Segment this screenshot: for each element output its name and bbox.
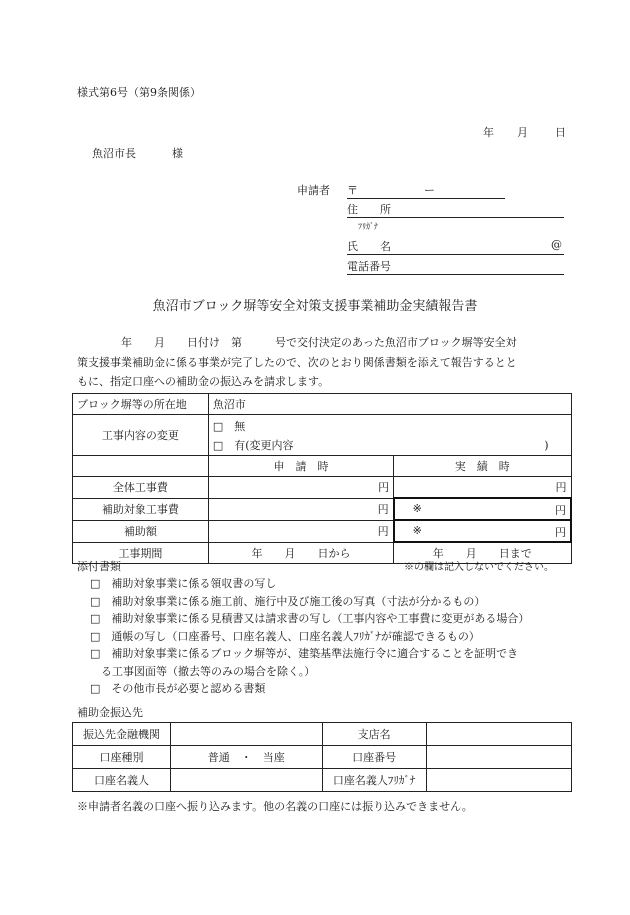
form-number: 様式第6号（第9条関係） <box>77 86 201 99</box>
eligible-cost-row <box>73 498 572 520</box>
institution-value[interactable] <box>170 723 322 746</box>
eligible-cost-label: 補助対象工事費 <box>73 498 209 520</box>
attachment-photos[interactable]: □ 補助対象事業に係る施工前、施行中及び施工後の写真（寸法が分かるもの） <box>90 594 486 608</box>
body-line-3: もに、指定口座への補助金の振込みを請求します。 <box>77 375 330 388</box>
date-day: 日 <box>555 126 566 139</box>
date-month: 月 <box>517 126 528 139</box>
period-to[interactable]: 年 月 日まで <box>394 542 571 564</box>
bank-row-3 <box>73 769 572 792</box>
attachment-estimate[interactable]: □ 補助対象事業に係る見積書又は請求書の写し（工事内容や工事費に変更がある場合） <box>90 612 530 625</box>
account-number-value[interactable] <box>426 746 571 769</box>
subsidy-actual-unit: 円 <box>555 526 566 539</box>
subsidy-label: 補助額 <box>73 520 209 542</box>
attachment-list <box>90 575 529 698</box>
office-use-note: ※の欄は記入しないでください。 <box>404 562 554 573</box>
bank-footer-note: ※申請者名義の口座へ振り込みます。他の名義の口座には振り込みできません。 <box>77 800 473 813</box>
bank-row-1 <box>73 723 572 746</box>
account-holder-kana-label: 口座名義人ﾌﾘｶﾞﾅ <box>322 769 426 792</box>
date-year: 年 <box>483 126 494 139</box>
body-line-1: 年 月 日付け 第 号で交付決定のあった魚沼市ブロック塀等安全対 <box>77 336 517 349</box>
address-field: 住 所 <box>347 201 564 218</box>
location-value[interactable]: 魚沼市 <box>208 394 571 415</box>
account-type-value[interactable]: 普通 ・ 当座 <box>170 746 322 769</box>
account-holder-label: 口座名義人 <box>73 769 171 792</box>
column-header-row <box>73 456 572 477</box>
col-applied-header: 申 請 時 <box>208 456 393 477</box>
branch-value[interactable] <box>426 723 571 746</box>
total-cost-row <box>73 477 572 499</box>
furigana-label: ﾌﾘｶﾞﾅ <box>358 222 378 231</box>
bank-table <box>72 722 572 792</box>
subsidy-row <box>73 520 572 542</box>
name-field: 氏 名 <box>347 238 564 255</box>
postal-field: 〒 ー <box>347 182 505 199</box>
change-label: 工事内容の変更 <box>73 415 209 456</box>
eligible-cost-actual-unit: 円 <box>555 504 566 517</box>
change-row <box>73 415 572 456</box>
seal-mark: @ <box>551 238 562 251</box>
attachment-drawings-cont: る工事図面等（撤去等のみの場合を除く。） <box>90 664 316 678</box>
account-number-label: 口座番号 <box>322 746 426 769</box>
account-type-label: 口座種別 <box>73 746 171 769</box>
institution-label: 振込先金融機関 <box>73 723 171 746</box>
change-options <box>208 415 571 456</box>
branch-label: 支店名 <box>322 723 426 746</box>
account-holder-kana-value[interactable] <box>426 769 571 792</box>
header-blank <box>73 456 209 477</box>
account-holder-value[interactable] <box>170 769 322 792</box>
location-row <box>73 394 572 415</box>
total-cost-label: 全体工事費 <box>73 477 209 499</box>
phone-field: 電話番号 <box>347 258 564 275</box>
change-close-paren: ) <box>544 439 549 452</box>
change-none-option[interactable]: □ 無 <box>212 419 246 433</box>
bank-heading: 補助金振込先 <box>77 706 143 719</box>
period-from[interactable]: 年 月 日から <box>208 542 393 564</box>
total-cost-actual[interactable]: 円 <box>394 477 571 499</box>
eligible-cost-applied[interactable]: 円 <box>208 498 393 520</box>
period-label: 工事期間 <box>73 542 209 564</box>
subsidy-applied[interactable]: 円 <box>208 520 393 542</box>
attachment-receipt[interactable]: □ 補助対象事業に係る領収書の写し <box>90 577 277 590</box>
addressee-honorific: 様 <box>172 147 183 160</box>
office-use-mark: ※ <box>412 524 422 537</box>
col-actual-header: 実 績 時 <box>394 456 571 477</box>
attachment-other[interactable]: □ その他市長が必要と認める書類 <box>90 682 266 695</box>
addressee-name: 魚沼市長 <box>92 147 136 160</box>
applicant-label: 申請者 <box>297 184 330 197</box>
body-line-2: 策支援事業補助金に係る事業が完了したので、次のとおり関係書類を添えて報告するとと <box>77 356 517 369</box>
eligible-cost-actual <box>394 498 571 520</box>
attachment-drawings[interactable]: □ 補助対象事業に係るブロック塀等が、建築基準法施行令に適合することを証明でき <box>90 647 519 660</box>
bank-row-2 <box>73 746 572 769</box>
location-label: ブロック塀等の所在地 <box>73 394 209 415</box>
attachments-heading: 添付書類 <box>77 560 121 573</box>
change-yes-option[interactable]: □ 有(変更内容 <box>212 438 294 452</box>
total-cost-applied[interactable]: 円 <box>208 477 393 499</box>
office-use-mark: ※ <box>412 502 422 515</box>
subsidy-actual <box>394 520 571 542</box>
report-table <box>72 393 572 564</box>
attachment-passbook[interactable]: □ 通帳の写し（口座番号、口座名義人、口座名義人ﾌﾘｶﾞﾅが確認できるもの） <box>90 629 480 643</box>
document-title: 魚沼市ブロック塀等安全対策支援事業補助金実績報告書 <box>152 299 478 314</box>
